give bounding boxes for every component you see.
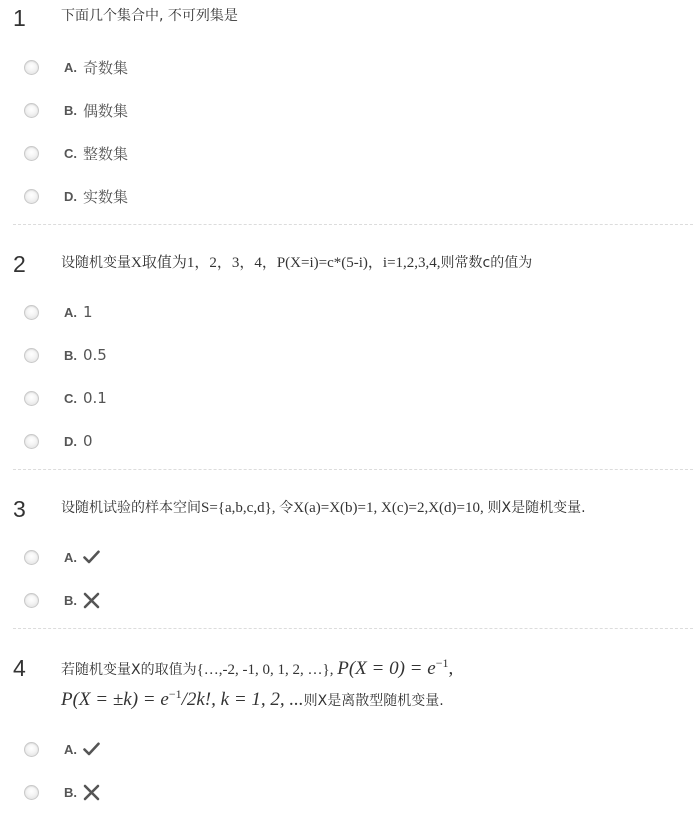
formula-tail: /2k!, k = 1, 2, ... [181, 689, 304, 710]
question-text-suffix: 则X是随机变量. [487, 500, 586, 516]
radio-button[interactable] [24, 742, 39, 757]
option-c[interactable] [24, 143, 128, 163]
question-text-main: S={a,b,c,d}, [201, 500, 280, 516]
radio-button[interactable] [24, 189, 39, 204]
question-text-main: X取值为1，2，3，4，P(X=i)=c*(5-i)，i=1,2,3,4, [131, 255, 441, 271]
question-text-line-1 [61, 655, 453, 682]
formula-p-zero [337, 658, 453, 679]
option-c[interactable] [24, 388, 107, 408]
option-letter: C. [64, 145, 77, 161]
formula-base: P(X = ±k) = e [61, 689, 169, 710]
option-text: 偶数集 [83, 101, 129, 120]
check-icon [83, 742, 100, 756]
option-letter: D. [64, 433, 77, 449]
option-letter: B. [64, 784, 77, 800]
option-letter: B. [64, 102, 77, 118]
radio-button[interactable] [24, 348, 39, 363]
option-letter: B. [64, 347, 77, 363]
option-a[interactable] [24, 547, 100, 567]
option-text: 1 [83, 303, 93, 321]
radio-button[interactable] [24, 305, 39, 320]
question-number: 3 [13, 496, 26, 522]
question-text-mid: 令 [279, 500, 294, 516]
option-letter: B. [64, 592, 77, 608]
option-letter: A. [64, 304, 77, 320]
option-b[interactable] [24, 782, 100, 802]
formula-end: , [448, 658, 454, 679]
question-text: 下面几个集合中, 不可列集是 [61, 8, 238, 24]
option-b[interactable] [24, 100, 128, 120]
radio-button[interactable] [24, 103, 39, 118]
question-divider [13, 224, 693, 225]
radio-button[interactable] [24, 146, 39, 161]
option-letter: A. [64, 549, 77, 565]
question-text-line-2 [61, 686, 444, 713]
question-text [61, 498, 586, 518]
question-text-prefix: 设随机变量 [61, 255, 131, 271]
option-text: 0.1 [83, 389, 107, 407]
radio-button[interactable] [24, 785, 39, 800]
option-letter: D. [64, 188, 77, 204]
question-text-suffix: 则常数c的值为 [440, 255, 533, 271]
formula-p-k [61, 689, 304, 710]
cross-icon [83, 592, 100, 609]
option-letter: A. [64, 741, 77, 757]
option-a[interactable] [24, 57, 128, 77]
radio-button[interactable] [24, 550, 39, 565]
question-text [61, 253, 532, 273]
option-letter: C. [64, 390, 77, 406]
option-a[interactable] [24, 739, 100, 759]
question-set: {…,-2, -1, 0, 1, 2, …}, [196, 662, 338, 678]
question-number: 4 [13, 655, 26, 681]
question-divider [13, 469, 693, 470]
question-text-prefix: 若随机变量X的取值为 [61, 662, 197, 678]
check-icon [83, 550, 100, 564]
radio-button[interactable] [24, 434, 39, 449]
question-divider [13, 628, 693, 629]
question-number: 1 [13, 5, 26, 31]
question-text-suffix: 则X是离散型随机变量. [303, 693, 444, 709]
option-text: 0 [83, 432, 93, 450]
formula-exponent: −1 [168, 687, 182, 701]
question-text-main2: X(a)=X(b)=1, X(c)=2,X(d)=10, [293, 500, 488, 516]
option-text: 奇数集 [83, 58, 129, 77]
option-letter: A. [64, 59, 77, 75]
radio-button[interactable] [24, 391, 39, 406]
option-b[interactable] [24, 590, 100, 610]
option-text: 整数集 [83, 144, 129, 163]
cross-icon [83, 784, 100, 801]
radio-button[interactable] [24, 60, 39, 75]
option-text: 0.5 [83, 346, 107, 364]
option-text: 实数集 [83, 187, 129, 206]
question-text-prefix: 设随机试验的样本空间 [61, 500, 201, 516]
option-d[interactable] [24, 431, 93, 451]
option-d[interactable] [24, 186, 128, 206]
question-number: 2 [13, 251, 26, 277]
radio-button[interactable] [24, 593, 39, 608]
formula-base: P(X = 0) = e [337, 658, 436, 679]
option-a[interactable] [24, 302, 93, 322]
formula-exponent: −1 [435, 656, 449, 670]
option-b[interactable] [24, 345, 107, 365]
